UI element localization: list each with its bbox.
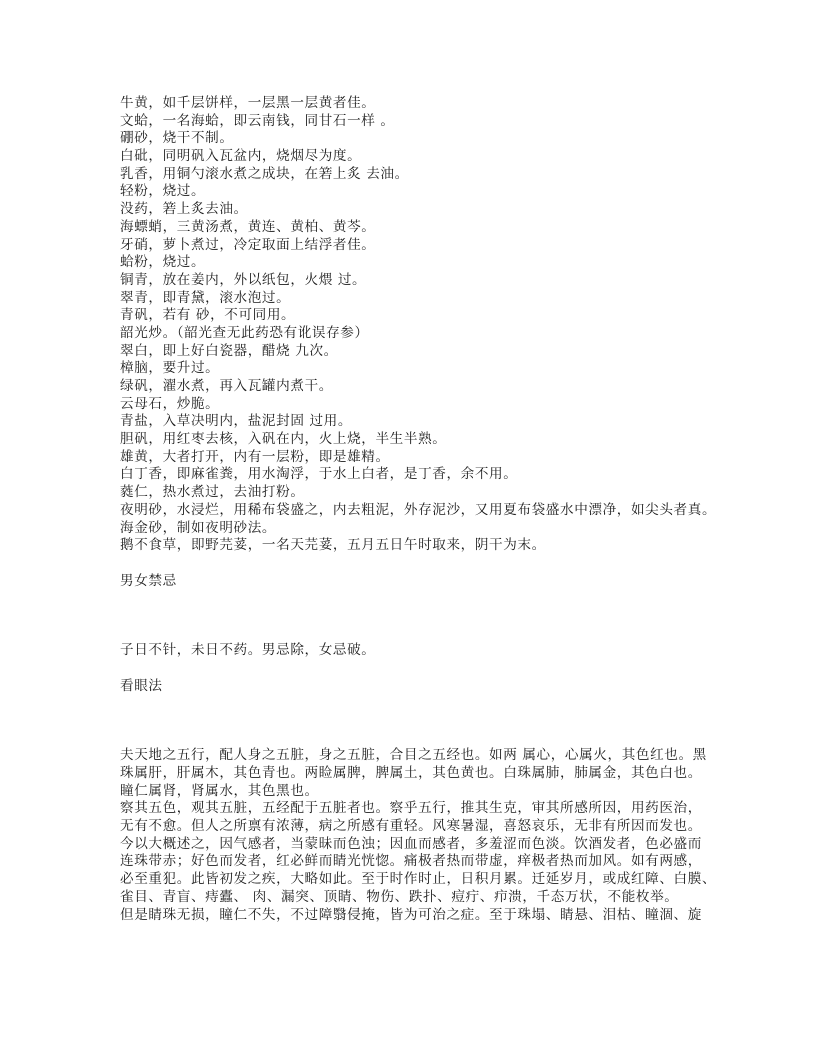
preparation-line: 翠青，即青黛，滚水泡过。: [120, 289, 291, 306]
section-title-taboo: 男女禁忌: [120, 572, 177, 589]
paragraph-line: 无有不愈。但人之所禀有浓薄，病之所感有重轻。风寒暑湿，喜怒哀乐，无非有所因而发也。: [120, 818, 702, 835]
preparation-line: 绿矾，濯水煮，再入瓦罐内煮干。: [120, 378, 333, 394]
preparation-line: 蛤粉，烧过。: [120, 254, 206, 271]
preparation-line: 蕤仁，热水煮过，去油打粉。: [120, 484, 305, 501]
paragraph-line: 察其五色，观其五脏，五经配于五脏者也。察乎五行，推其生克，审其所感所因，用药医治，: [120, 800, 702, 817]
document-page: [120, 95, 720, 924]
preparation-line: 韶光炒。（韶光查无此药恐有讹误存参）: [120, 324, 369, 341]
preparation-line: 鹅不食草，即野芫荽，一名天芫荽，五月五日午时取来，阴干为末。: [120, 537, 546, 554]
preparation-line: 文蛤，一名海蛤，即云南钱，同甘石一样 。: [120, 112, 395, 129]
preparation-line: 海螵蛸，三黄汤煮，黄连、黄柏、黄芩。: [120, 218, 376, 235]
preparation-line: 樟脑，要升过。: [120, 360, 220, 377]
preparation-line: 胆矾，用红枣去核，入矾在内，火上烧，半生半熟。: [120, 431, 447, 448]
paragraph-line: 珠属肝，肝属木，其色青也。两睑属脾，脾属土，其色黄也。白珠属肺，肺属金，其色白也。: [120, 765, 702, 781]
paragraph-line: 必至重犯。此皆初发之疾，大略如此。至于时作时止，日积月累。迁延岁月，或成红障、白膜、: [120, 871, 717, 888]
preparation-line: 青矾，若有 砂，不可同用。: [120, 307, 296, 324]
preparation-line: 乳香，用铜勺滚水煮之成块，在箬上炙 去油。: [120, 165, 409, 182]
preparation-line: 铜青，放在姜内，外以纸包，火煨 过。: [120, 271, 367, 288]
preparation-line: 青盐，入草决明内，盐泥封固 过用。: [120, 413, 353, 430]
preparations-list: [120, 95, 720, 555]
eye-paragraph: [120, 747, 720, 924]
taboo-text: 子日不针，未日不药。男忌除，女忌破。: [120, 642, 376, 659]
section-title-eye: 看眼法: [120, 677, 163, 694]
preparation-line: 雄黄，大者打开，内有一层粉，即是雄精。: [120, 448, 390, 465]
preparation-line: 白砒，同明矾入瓦盆内，烧烟尽为度。: [120, 148, 362, 165]
preparation-line: 云母石，炒脆。: [120, 395, 220, 412]
preparation-line: 没药，箬上炙去油。: [120, 201, 248, 218]
preparation-line: 夜明砂，水浸烂，用稀布袋盛之，内去粗泥，外存泥沙，又用夏布袋盛水中漂净，如尖头者真。: [120, 501, 717, 518]
preparation-line: 硼砂，烧干不制。: [120, 130, 234, 147]
paragraph-line: 今以大概述之，因气感者，当蒙昧而色浊；因血而感者，多羞涩而色淡。饮酒发者，色必盛而: [120, 835, 702, 852]
paragraph-line: 雀目、青盲、痔蠹、 肉、漏突、顶睛、物伤、跌扑、痘疔、疖溃，千态万状，不能枚举。: [120, 888, 679, 905]
preparation-line: 海金砂，制如夜明砂法。: [120, 519, 277, 536]
preparation-line: 白丁香，即麻雀粪，用水淘浮，于水上白者，是丁香，余不用。: [120, 466, 518, 483]
paragraph-line: 连珠带赤；好色而发者，红必鲜而睛光恍惚。痛极者热而带虚，痒极者热而加风。如有两感，: [120, 853, 702, 870]
preparation-line: 翠白，即上好白瓷器，醋烧 九次。: [120, 342, 338, 359]
preparation-line: 轻粉，烧过。: [120, 183, 206, 200]
preparation-line: 牙硝，萝卜煮过，冷定取面上结浮者佳。: [120, 236, 376, 253]
preparation-line: 牛黄，如千层饼样，一层黑一层黄者佳。: [120, 95, 376, 111]
paragraph-line: 夫天地之五行，配人身之五脏，身之五脏，合目之五经也。如两 属心，心属火，其色红也。黑: [120, 747, 707, 764]
paragraph-line: 但是睛珠无损，瞳仁不失，不过障翳侵掩，皆为可治之症。至于珠塌、睛悬、泪枯、瞳涸、旋: [120, 906, 702, 923]
paragraph-line: 瞳仁属肾，肾属水，其色黑也。: [120, 782, 319, 799]
